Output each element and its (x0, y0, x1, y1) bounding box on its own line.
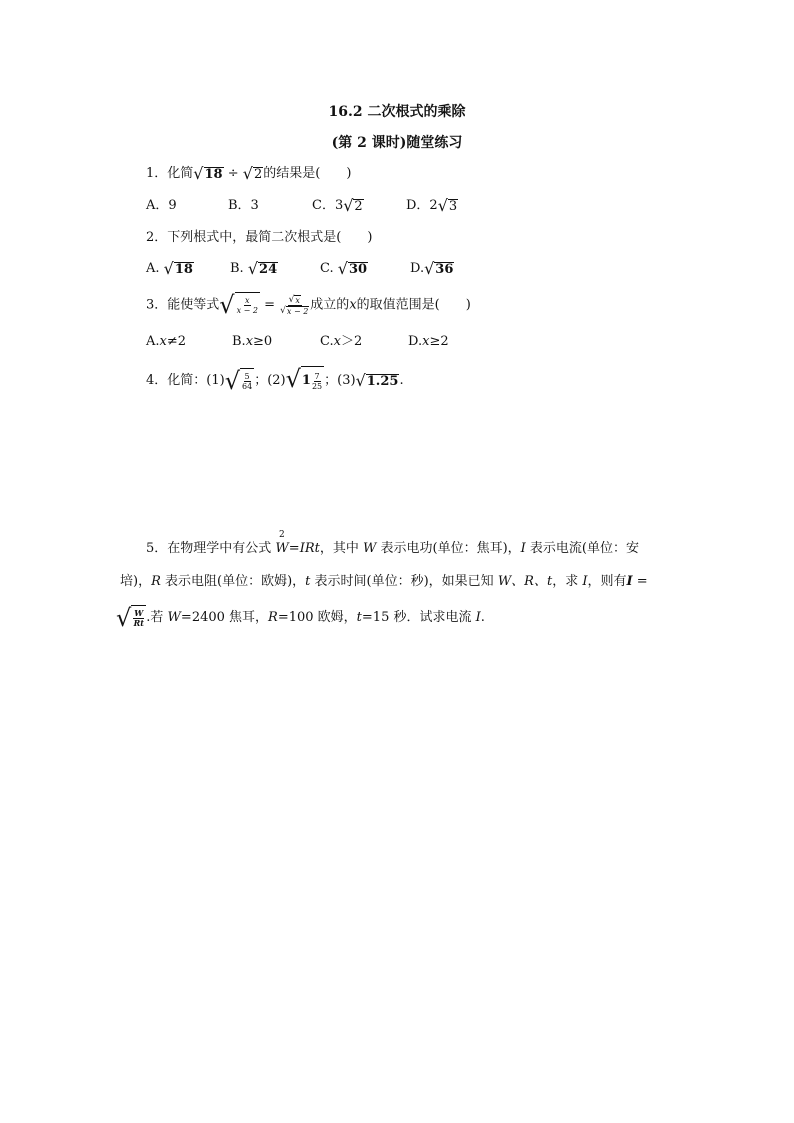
question-text: 的取值范围是( ) (356, 297, 471, 313)
title-line-2: (第 2 课时)随堂练习 (331, 135, 463, 151)
question-2 (146, 228, 372, 248)
radical-fraction: √ $\frac{5}{64}$ (224, 366, 253, 395)
question-5-line-2: 培)，R 表示电阻(单位：欧姆)，t 表示时间(单位：秒)，如果已知 W、R、t，求 I，则有I = (120, 574, 648, 589)
question-number: 4． (146, 373, 168, 388)
option-d: D.x≥2 (408, 334, 449, 349)
option-d: D. √ 36 (410, 258, 454, 278)
option-c: C. √ 30 (320, 258, 368, 278)
separator: ；(3) (324, 373, 356, 388)
operator: ÷ (223, 166, 243, 181)
option-a: A．9 (146, 198, 177, 213)
question-text: 的结果是( ) (263, 166, 352, 181)
question-number: 5． (146, 541, 168, 556)
option-c: C．3 √ 2 (312, 195, 363, 215)
fraction: √ x √ x − 2 (280, 294, 309, 316)
question-2-options (146, 259, 546, 281)
question-text: 能使等式 (167, 297, 220, 313)
question-number: 3． (146, 297, 168, 313)
radical: √ 18 (193, 163, 223, 183)
question-5-line-3: √ $\frac{W}{Rt}$ .若 W=2400 焦耳，R=100 欧姆，t=15 秒．试求电流 I. (116, 603, 485, 632)
question-4: 4．化简：(1) √ $\frac{5}{64}$ ；(2) √ 1 $\frac{7}{25}$ ；(3) √ 1.25 . (146, 365, 404, 395)
radical: √ 1.25 (355, 370, 399, 390)
option-a: A. √ 18 (146, 258, 193, 278)
title-line-1: 16.2 二次根式的乘除 (328, 104, 466, 120)
radical-fraction: √ $\frac{W}{Rt}$ (116, 605, 146, 631)
question-text: 化简 (167, 166, 194, 181)
question-text: 化简：(1) (167, 373, 225, 388)
question-text: 下列根式中，最简二次根式是( ) (167, 230, 373, 245)
radical-mixed-number: √ 1 $\frac{7}{25}$ (285, 365, 323, 393)
question-3-options (146, 332, 546, 354)
question-3 (146, 292, 471, 319)
superscript: 2 (279, 530, 285, 540)
question-number: 1． (146, 166, 168, 181)
separator: ；(2) (254, 373, 286, 388)
radical: √ 2 (242, 163, 263, 183)
radical-fraction: √ $\frac{x}{x - 2}$ (219, 291, 258, 319)
question-1-options (146, 196, 546, 218)
option-c: C.x＞2 (320, 334, 363, 349)
question-5-line-1: 5．在物理学中有公式 W=IRt，其中 W 表示电功(单位：焦耳)，I 表示电流(单位：安 (146, 541, 640, 556)
variable: x (349, 297, 357, 313)
question-1 (146, 164, 351, 184)
equals-sign: = (259, 297, 280, 313)
option-a: A.x≠2 (146, 334, 187, 349)
option-b: B．3 (228, 198, 259, 213)
question-text: 成立的 (310, 297, 350, 313)
option-d: D．2 √ 3 (406, 195, 458, 215)
option-b: B. √ 24 (230, 258, 278, 278)
option-b: B.x≥0 (232, 334, 273, 349)
question-number: 2． (146, 230, 168, 245)
